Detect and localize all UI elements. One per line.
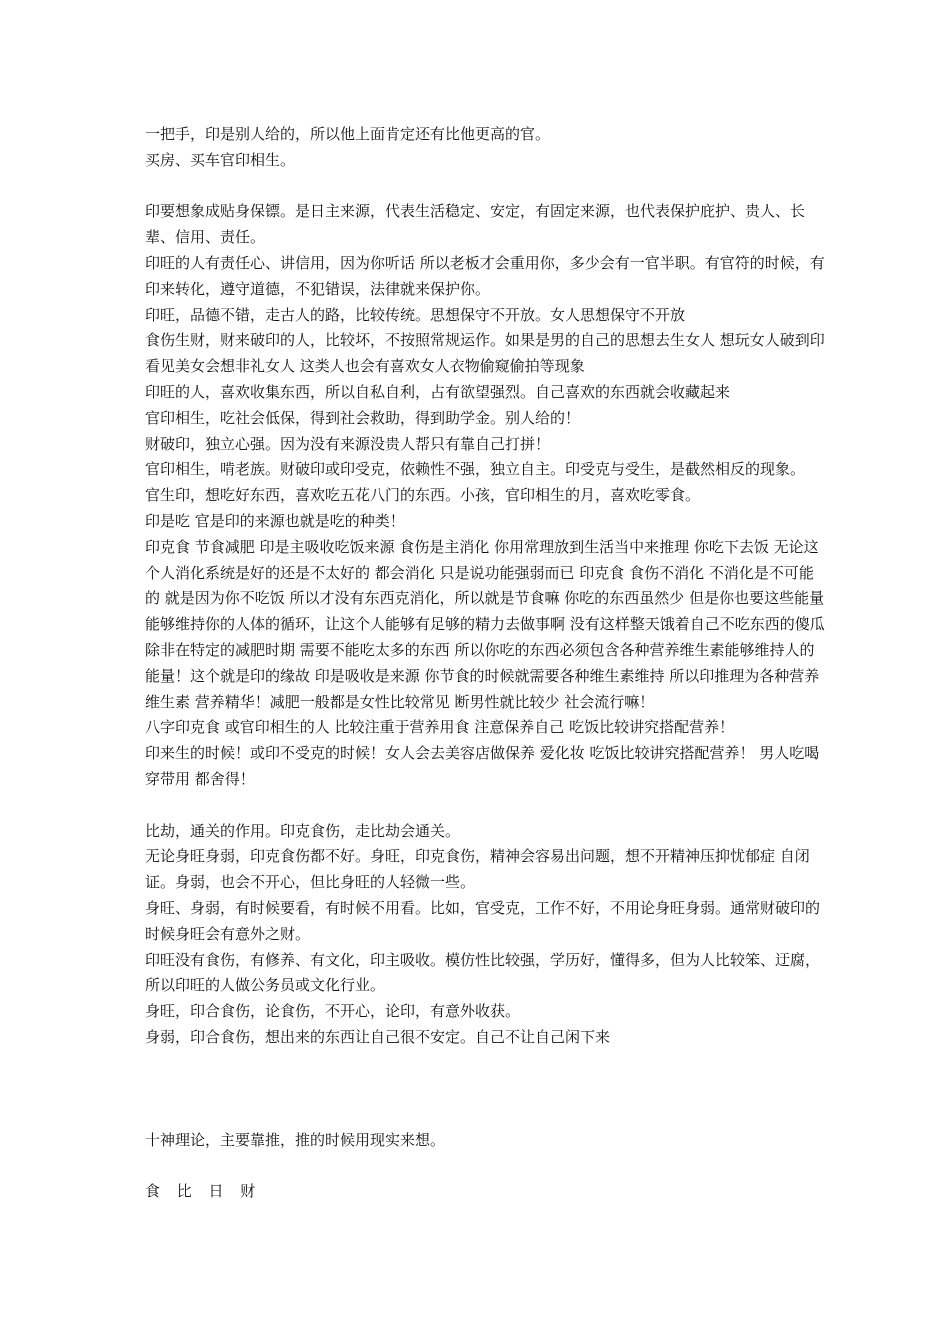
paragraph: 十神理论，主要靠推，推的时候用现实来想。	[145, 1130, 446, 1149]
paragraph: 食伤生财，财来破印的人，比较坏，不按照常规运作。如果是男的自己的思想去生女人 想玩女人破到印看见美女会想非礼女人 这类人也会有喜欢女人衣物偷窥偷拍等现象	[145, 331, 825, 376]
paragraph: 印克食 节食减肥 印是主吸收吃饭来源 食伤是主消化 你用常理放到生活当中来推理 你吃下去饭 无论这个人消化系统是好的还是不太好的 都会消化 只是说功能强弱而已 印克食 食伤不消化 不消化是不可能的 就是因为你不吃饭 所以才没有东西克消化，所以就是节食嘛 你吃的东西虽然少 但是你也要这些能量能够维持你的人体的循环，让这个人能够有足够的精力去做事啊 没有这样整天饿着自己不吃东西的傻瓜 除非在特定的减肥时期 需要不能吃太多的东西 所以你吃的东西必须包含各种营养维生素能够维持人的能量！这个就是印的缘故 印是吸收是来源 你节食的时候就需要各种维生素维持 所以印推理为各种营养维生素 营养精华！减肥一般都是女性比较常见 断男性就比较少 社会流行嘛！	[145, 537, 825, 711]
paragraph: 身弱，印合食伤，想出来的东西让自己很不安定。自己不让自己闲下来	[145, 1027, 611, 1046]
paragraph: 印旺的人有责任心、讲信用，因为你听话 所以老板才会重用你，多少会有一官半职。有官符的时候，有印来转化，遵守道德，不犯错误，法律就来保护你。	[145, 253, 825, 298]
paragraph: 身旺，印合食伤，论食伤，不开心，论印，有意外收获。	[145, 1002, 521, 1021]
paragraph: 财破印，独立心强。因为没有来源没贵人帮只有靠自己打拼！	[145, 434, 551, 453]
paragraph: 无论身旺身弱，印克食伤都不好。身旺，印克食伤，精神会容易出问题，想不开精神压抑忧郁症 自闭证。身弱，也会不开心，但比身旺的人轻微一些。	[145, 847, 810, 892]
blank-space	[145, 1051, 825, 1128]
document-page	[145, 122, 825, 1205]
paragraph: 食 比 日 财	[145, 1182, 262, 1201]
paragraph: 印是吃 官是印的来源也就是吃的种类！	[145, 511, 405, 530]
paragraph: 一把手，印是别人给的，所以他上面肯定还有比他更高的官。	[145, 125, 551, 143]
paragraph: 比劫，通关的作用。印克食伤，走比劫会通关。	[145, 821, 461, 840]
blank-line	[145, 793, 825, 819]
paragraph: 八字印克食 或官印相生的人 比较注重于营养用食 注意保养自己 吃饭比较讲究搭配营养！	[145, 718, 735, 737]
blank-line	[145, 174, 825, 200]
paragraph: 官印相生，吃社会低保，得到社会救助，得到助学金。别人给的！	[145, 408, 581, 427]
paragraph: 官生印，想吃好东西，喜欢吃五花八门的东西。小孩，官印相生的月，喜欢吃零食。	[145, 486, 701, 505]
paragraph: 买房、买车官印相生。	[145, 150, 296, 169]
paragraph: 印旺的人，喜欢收集东西，所以自私自利，占有欲望强烈。自己喜欢的东西就会收藏起来	[145, 382, 731, 401]
paragraph: 官印相生，啃老族。财破印或印受克，依赖性不强，独立自主。印受克与受生，是截然相反的现象。	[145, 460, 806, 479]
paragraph: 印来生的时候！或印不受克的时候！女人会去美容店做保养 爱化妆 吃饭比较讲究搭配营养！ 男人吃喝穿带用 都舍得！	[145, 744, 820, 788]
paragraph: 身旺、身弱，有时候要看，有时候不用看。比如，官受克，工作不好，不用论身旺身弱。通常财破印的时候身旺会有意外之财。	[145, 898, 821, 943]
paragraph: 印要想象成贴身保镖。是日主来源，代表生活稳定、安定，有固定来源，也代表保护庇护、贵人、长辈、信用、责任。	[145, 202, 806, 247]
paragraph: 印旺没有食伤，有修养、有文化，印主吸收。模仿性比较强，学历好，懂得多，但为人比较笨、迂腐，所以印旺的人做公务员或文化行业。	[145, 950, 821, 995]
blank-line	[145, 1153, 825, 1179]
paragraph: 印旺，品德不错，走古人的路，比较传统。思想保守不开放。女人思想保守不开放	[145, 305, 686, 324]
